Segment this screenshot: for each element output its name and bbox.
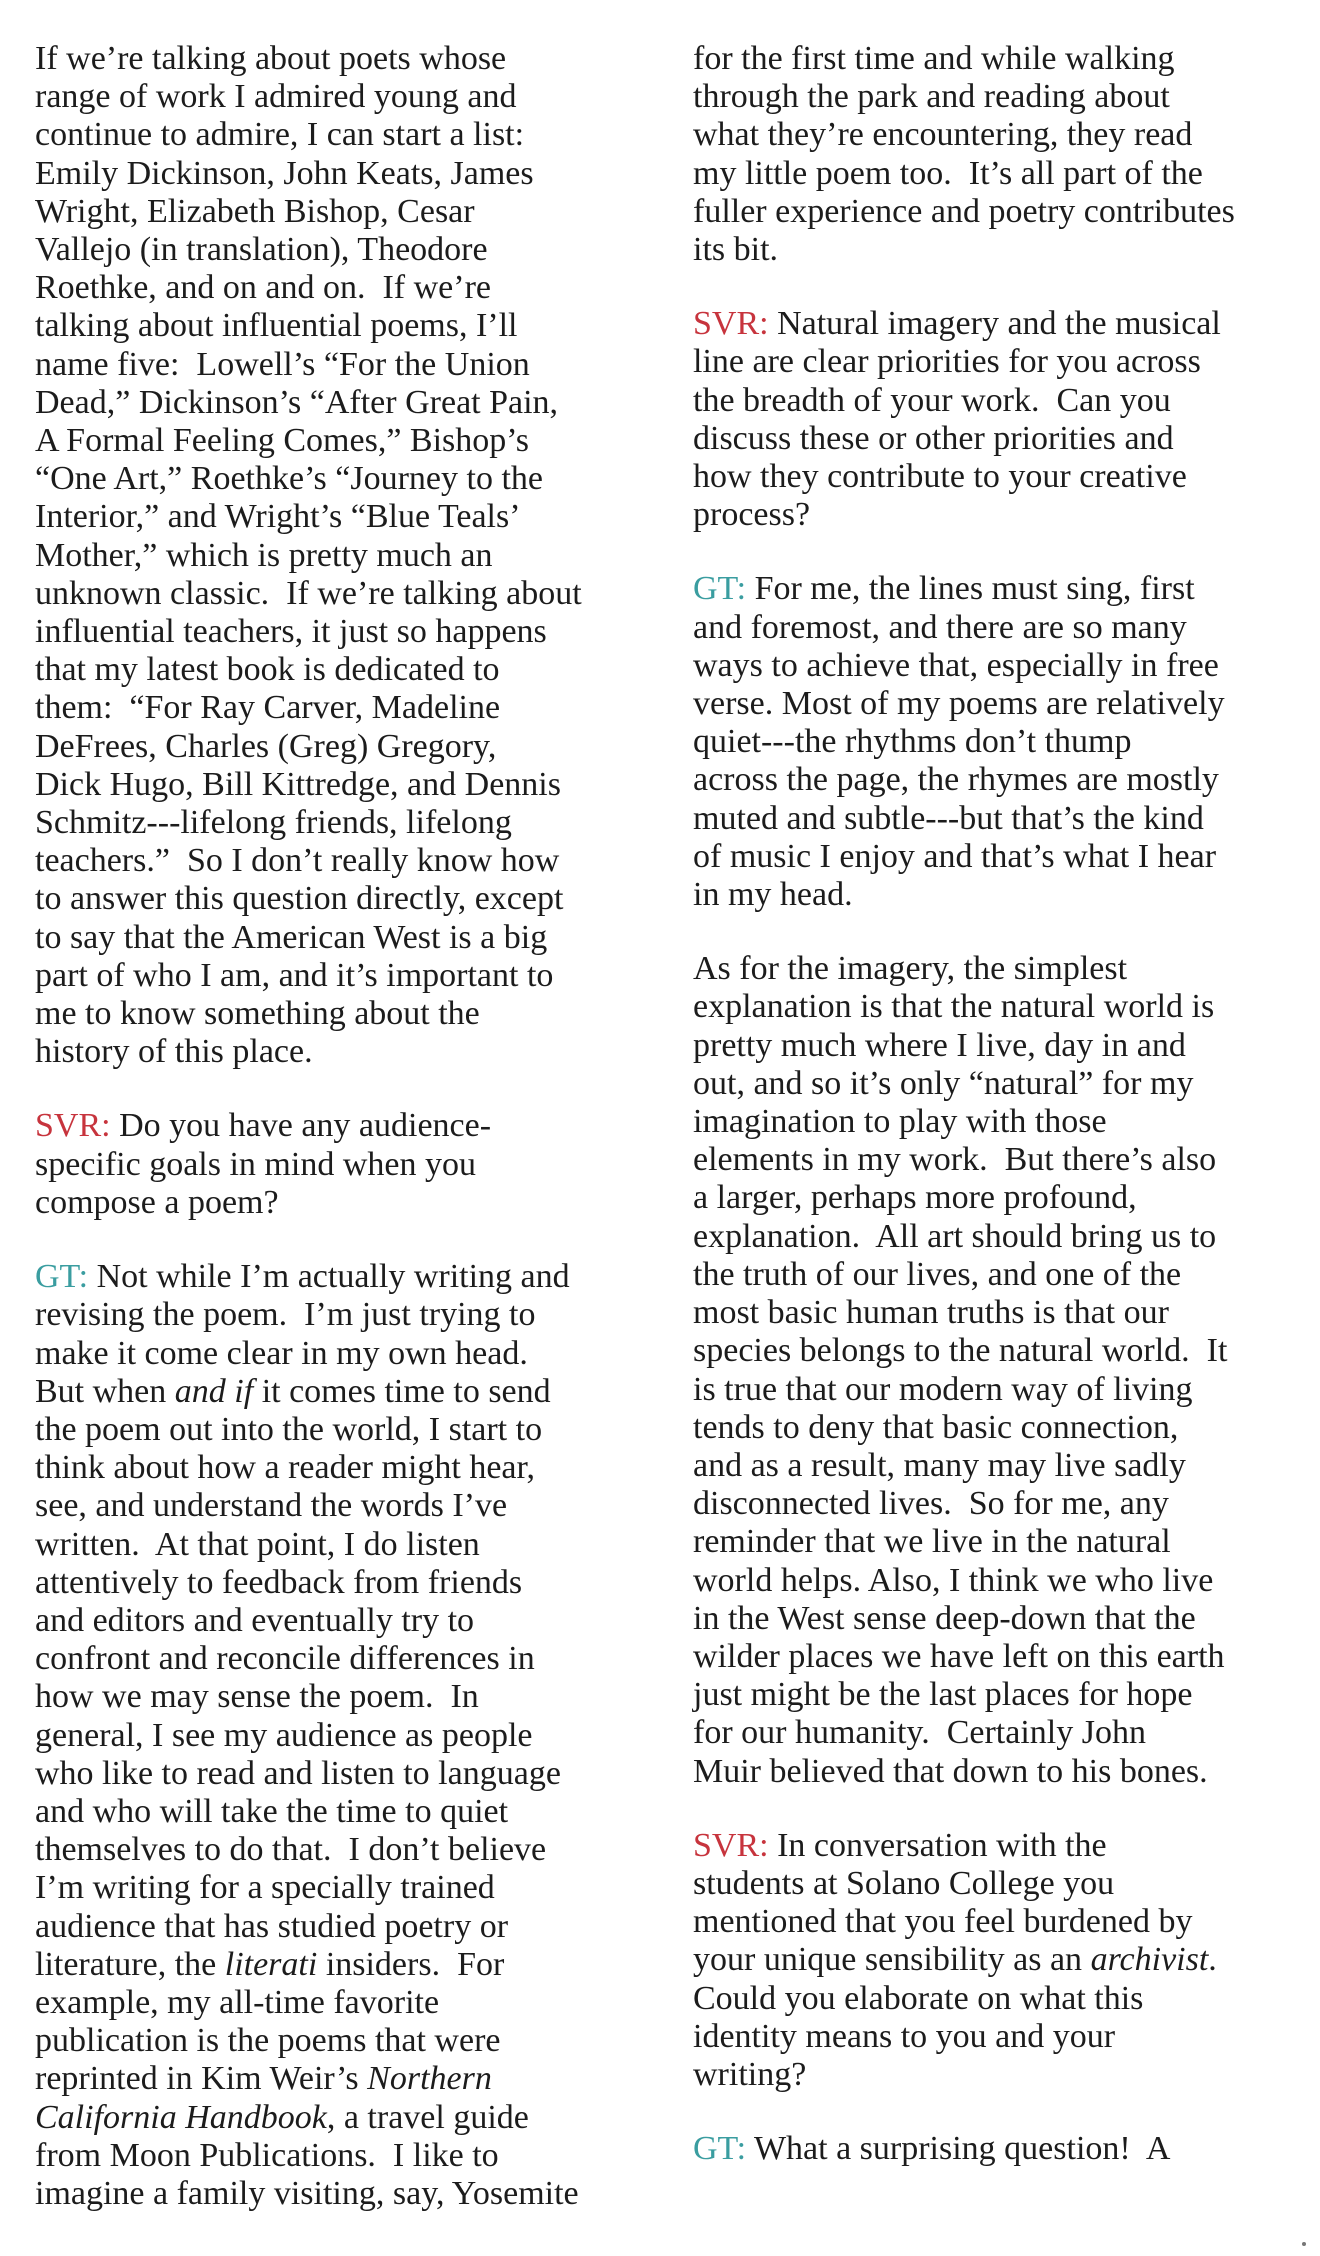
text-line: themselves to do that. I don’t believe bbox=[35, 1831, 547, 1869]
text-line: specific goals in mind when you bbox=[35, 1145, 476, 1183]
text-line: make it come clear in my own head. bbox=[35, 1334, 528, 1372]
text-line bbox=[693, 305, 1293, 343]
text-line: reminder that we live in the natural bbox=[693, 1523, 1171, 1561]
text-line: tends to deny that basic connection, bbox=[693, 1408, 1179, 1446]
text-line: elements in my work. But there’s also bbox=[693, 1141, 1217, 1179]
text-line: DeFrees, Charles (Greg) Gregory, bbox=[35, 727, 497, 765]
text-line bbox=[35, 1373, 645, 1411]
text-line: line are clear priorities for you across bbox=[693, 343, 1201, 381]
text-line: through the park and reading about bbox=[693, 78, 1170, 116]
text-run: insiders. For bbox=[317, 1945, 505, 1983]
answer-text: What a surprising question! A bbox=[746, 2130, 1171, 2168]
text-line bbox=[35, 1258, 645, 1296]
text-line: imagination to play with those bbox=[693, 1103, 1107, 1141]
text-line bbox=[35, 2060, 645, 2098]
text-line: imagine a family visiting, say, Yosemite bbox=[35, 2174, 579, 2212]
text-run: literature, the bbox=[35, 1945, 225, 1983]
speaker-label-svr: SVR: bbox=[693, 305, 769, 343]
text-line bbox=[693, 1941, 1293, 1979]
text-line: of music I enjoy and that’s what I hear bbox=[693, 837, 1217, 875]
page-corner-mark bbox=[1302, 2242, 1306, 2246]
speaker-label-svr: SVR: bbox=[693, 1826, 769, 1864]
text-line: range of work I admired young and bbox=[35, 78, 517, 116]
text-line: in my head. bbox=[693, 876, 853, 914]
answer-text: Not while I’m actually writing and bbox=[88, 1258, 570, 1296]
answer-poets-list bbox=[35, 40, 645, 1071]
text-line: is true that our modern way of living bbox=[693, 1370, 1193, 1408]
text-line: and foremost, and there are so many bbox=[693, 608, 1187, 646]
text-line: students at Solano College you bbox=[693, 1864, 1115, 1902]
text-line: A Formal Feeling Comes,” Bishop’s bbox=[35, 422, 529, 460]
text-line: the breadth of your work. Can you bbox=[693, 381, 1171, 419]
question-audience bbox=[35, 1107, 645, 1222]
text-line: publication is the poems that were bbox=[35, 2022, 501, 2060]
question-text: Do you have any audience- bbox=[110, 1107, 492, 1145]
text-line bbox=[693, 570, 1293, 608]
text-run: . bbox=[1208, 1941, 1217, 1979]
answer-priorities bbox=[693, 570, 1293, 914]
text-line: just might be the last places for hope bbox=[693, 1676, 1193, 1714]
text-line: across the page, the rhymes are mostly bbox=[693, 761, 1219, 799]
text-line: them: “For Ray Carver, Madeline bbox=[35, 689, 501, 727]
text-line: Vallejo (in translation), Theodore bbox=[35, 231, 488, 269]
emphasis: archivist bbox=[1090, 1941, 1209, 1979]
text-line: from Moon Publications. I like to bbox=[35, 2136, 499, 2174]
question-priorities bbox=[693, 305, 1293, 534]
text-line: talking about influential poems, I’ll bbox=[35, 307, 518, 345]
text-line: and editors and eventually try to bbox=[35, 1601, 475, 1639]
text-line: think about how a reader might hear, bbox=[35, 1449, 535, 1487]
question-text: In conversation with the bbox=[768, 1826, 1107, 1864]
text-line: disconnected lives. So for me, any bbox=[693, 1485, 1169, 1523]
text-line: mentioned that you feel burdened by bbox=[693, 1903, 1193, 1941]
text-line: explanation. All art should bring us to bbox=[693, 1217, 1217, 1255]
left-column bbox=[35, 40, 645, 2249]
text-line: the poem out into the world, I start to bbox=[35, 1410, 543, 1448]
text-line: its bit. bbox=[693, 231, 779, 269]
text-line: how we may sense the poem. In bbox=[35, 1678, 479, 1716]
question-text: Natural imagery and the musical bbox=[768, 305, 1221, 343]
text-line: me to know something about the bbox=[35, 995, 480, 1033]
text-run: But when bbox=[35, 1372, 175, 1410]
text-line: Mother,” which is pretty much an bbox=[35, 536, 493, 574]
text-line: As for the imagery, the simplest bbox=[693, 950, 1128, 988]
text-line: I’m writing for a specially trained bbox=[35, 1869, 495, 1907]
text-line: Dead,” Dickinson’s “After Great Pain, bbox=[35, 383, 559, 421]
text-line: unknown classic. If we’re talking about bbox=[35, 574, 582, 612]
text-line: for our humanity. Certainly John bbox=[693, 1714, 1146, 1752]
text-line: quiet---the rhythms don’t thump bbox=[693, 723, 1132, 761]
text-run: it comes time to send bbox=[253, 1372, 551, 1410]
text-line: ways to achieve that, especially in free bbox=[693, 646, 1219, 684]
text-line: my little poem too. It’s all part of the bbox=[693, 154, 1203, 192]
text-line bbox=[693, 1827, 1293, 1865]
text-line: Roethke, and on and on. If we’re bbox=[35, 269, 492, 307]
text-line: compose a poem? bbox=[35, 1183, 279, 1221]
answer-archivist bbox=[693, 2130, 1293, 2168]
answer-text: For me, the lines must sing, first bbox=[746, 570, 1195, 608]
text-run: reprinted in Kim Weir’s bbox=[35, 2060, 368, 2098]
text-line: continue to admire, I can start a list: bbox=[35, 116, 525, 154]
text-line: history of this place. bbox=[35, 1033, 313, 1071]
text-line: revising the poem. I’m just trying to bbox=[35, 1296, 536, 1334]
text-line bbox=[693, 2130, 1293, 2168]
speaker-label-svr: SVR: bbox=[35, 1107, 111, 1145]
text-line: out, and so it’s only “natural” for my bbox=[693, 1064, 1194, 1102]
text-line: see, and understand the words I’ve bbox=[35, 1487, 508, 1525]
text-line: world helps. Also, I think we who live bbox=[693, 1561, 1214, 1599]
speaker-label-gt: GT: bbox=[693, 570, 747, 608]
text-line: a larger, perhaps more profound, bbox=[693, 1179, 1137, 1217]
text-line bbox=[35, 1107, 645, 1145]
text-line: species belongs to the natural world. It bbox=[693, 1332, 1228, 1370]
text-line: identity means to you and your bbox=[693, 2017, 1116, 2055]
text-line: Wright, Elizabeth Bishop, Cesar bbox=[35, 192, 475, 230]
speaker-label-gt: GT: bbox=[693, 2130, 747, 2168]
text-run: your unique sensibility as an bbox=[693, 1941, 1091, 1979]
question-archivist bbox=[693, 1827, 1293, 2094]
text-line: to answer this question directly, except bbox=[35, 880, 564, 918]
emphasis: literati bbox=[224, 1945, 318, 1983]
text-line: what they’re encountering, they read bbox=[693, 116, 1193, 154]
text-line bbox=[35, 1946, 645, 1984]
text-line: that my latest book is dedicated to bbox=[35, 651, 500, 689]
emphasis: and if bbox=[174, 1372, 254, 1410]
text-line: influential teachers, it just so happens bbox=[35, 613, 547, 651]
text-line: name five: Lowell’s “For the Union bbox=[35, 345, 530, 383]
text-line: Could you elaborate on what this bbox=[693, 1979, 1144, 2017]
text-line: Muir believed that down to his bones. bbox=[693, 1752, 1208, 1790]
text-line: writing? bbox=[693, 2055, 807, 2093]
text-line: and as a result, many may live sadly bbox=[693, 1446, 1186, 1484]
text-line: Dick Hugo, Bill Kittredge, and Dennis bbox=[35, 765, 561, 803]
text-line bbox=[35, 2099, 645, 2137]
text-line: process? bbox=[693, 496, 811, 534]
emphasis: California Handbook bbox=[35, 2098, 327, 2136]
answer-audience bbox=[35, 1258, 645, 2213]
text-line: to say that the American West is a big bbox=[35, 918, 548, 956]
text-line: in the West sense deep-down that the bbox=[693, 1599, 1196, 1637]
text-line: Emily Dickinson, John Keats, James bbox=[35, 154, 534, 192]
text-line: written. At that point, I do listen bbox=[35, 1525, 480, 1563]
text-run: , a travel guide bbox=[326, 2098, 529, 2136]
text-line: Schmitz---lifelong friends, lifelong bbox=[35, 804, 512, 842]
text-line: example, my all-time favorite bbox=[35, 1983, 440, 2021]
text-line: muted and subtle---but that’s the kind bbox=[693, 799, 1204, 837]
text-line: confront and reconcile differences in bbox=[35, 1640, 535, 1678]
text-line: “One Art,” Roethke’s “Journey to the bbox=[35, 460, 543, 498]
text-line: explanation is that the natural world is bbox=[693, 988, 1215, 1026]
text-line: verse. Most of my poems are relatively bbox=[693, 685, 1225, 723]
text-line: audience that has studied poetry or bbox=[35, 1907, 509, 1945]
text-line: attentively to feedback from friends bbox=[35, 1563, 523, 1601]
answer-imagery bbox=[693, 950, 1293, 1790]
text-line: Interior,” and Wright’s “Blue Teals’ bbox=[35, 498, 521, 536]
emphasis: Northern bbox=[367, 2060, 492, 2098]
answer-continuation bbox=[693, 40, 1293, 269]
text-line: If we’re talking about poets whose bbox=[35, 40, 507, 77]
text-line: part of who I am, and it’s important to bbox=[35, 956, 554, 994]
text-line: teachers.” So I don’t really know how bbox=[35, 842, 560, 880]
right-column bbox=[693, 40, 1293, 2204]
text-line: pretty much where I live, day in and bbox=[693, 1026, 1186, 1064]
text-line: who like to read and listen to language bbox=[35, 1754, 561, 1792]
text-line: general, I see my audience as people bbox=[35, 1716, 533, 1754]
text-line: the truth of our lives, and one of the bbox=[693, 1255, 1182, 1293]
text-line: discuss these or other priorities and bbox=[693, 419, 1174, 457]
text-line: how they contribute to your creative bbox=[693, 458, 1187, 496]
text-line: and who will take the time to quiet bbox=[35, 1792, 509, 1830]
text-line: fuller experience and poetry contributes bbox=[693, 192, 1235, 230]
speaker-label-gt: GT: bbox=[35, 1258, 89, 1296]
text-line: for the first time and while walking bbox=[693, 40, 1175, 77]
text-line: wilder places we have left on this earth bbox=[693, 1637, 1225, 1675]
text-line: most basic human truths is that our bbox=[693, 1294, 1169, 1332]
